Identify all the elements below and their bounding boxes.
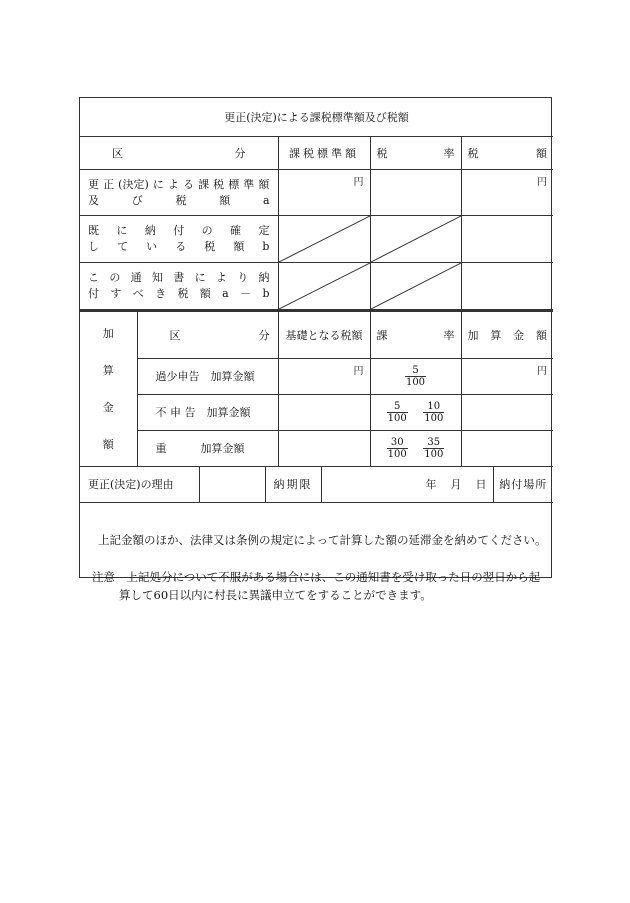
- label-glyph: 納: [144, 224, 156, 237]
- label-glyph: 更: [88, 177, 99, 191]
- header-kazei-hyojun: 課税標準額: [278, 137, 370, 170]
- kasan-row-kasho-label: 過少申告 加算金額: [137, 358, 278, 394]
- label-glyph: (決定): [118, 177, 149, 191]
- notice-text: 上記金額のほか、法律又は条例の規定によって計算した額の延滞金を納めてください。: [80, 503, 553, 578]
- rate-fraction: $\frac{35}{100}$: [424, 436, 444, 460]
- rate-fraction: $\frac{5}{100}$: [387, 400, 407, 424]
- label-glyph: 税: [213, 177, 225, 191]
- row2-zeiritsu-void: [370, 216, 461, 263]
- label-glyph: 既: [88, 224, 99, 237]
- row-nofu-label: [80, 263, 278, 310]
- header-kubun: 区 分: [80, 137, 278, 170]
- row1-zeigaku-value: 円: [461, 170, 553, 216]
- kasan-row-kasho-kiso: 円: [278, 358, 370, 394]
- caution-note: [92, 568, 562, 604]
- label-glyph: 税: [177, 287, 189, 300]
- label-glyph: て: [117, 240, 129, 253]
- label-glyph: い: [146, 240, 158, 253]
- deadline-label: 納期限: [265, 467, 321, 503]
- reason-label: 更正(決定)の理由: [80, 467, 199, 503]
- label-glyph: に: [152, 177, 164, 191]
- rate-fraction: $\frac{5}{100}$: [405, 364, 426, 388]
- rate-fraction: $\frac{10}{100}$: [424, 400, 444, 424]
- kasan-side-label: 加 算 金 額: [80, 311, 137, 466]
- form-title: 更正(決定)による課税標準額及び税額: [80, 98, 553, 137]
- label-glyph: の: [201, 224, 213, 237]
- label-glyph: 標: [228, 177, 240, 191]
- tax-amount-table: [80, 98, 553, 310]
- row2-zeigaku-value: [461, 216, 553, 263]
- label-glyph: 額: [199, 287, 211, 300]
- reason-table: [80, 467, 553, 578]
- caution-line-2: 算して60日以内に村長に異議申立てをすることができます。: [119, 588, 432, 602]
- label-glyph: よ: [215, 271, 227, 284]
- kasan-row-ju-kiso: [278, 430, 370, 466]
- label-glyph: る: [175, 240, 187, 253]
- label-glyph: び: [131, 193, 143, 207]
- kasan-row-ju-amount: [461, 430, 553, 466]
- label-glyph: き: [155, 287, 167, 300]
- label-glyph: 額: [233, 240, 245, 253]
- row1-zeiritsu-value: [370, 170, 461, 216]
- kasan-row-ju-rate: [370, 430, 461, 466]
- label-glyph: 付: [88, 287, 99, 300]
- kasan-row-fushinkoku-rate: [370, 394, 461, 430]
- label-glyph: り: [237, 271, 249, 284]
- rate-fraction: $\frac{30}{100}$: [387, 436, 407, 460]
- header-zeiritsu: 税 率: [370, 137, 461, 170]
- kasan-row-fushinkoku-label: 不 申 告 加算金額: [137, 394, 278, 430]
- kasan-header-ritsu: 課 率: [370, 311, 461, 358]
- row-kazei-hyojun-label: [80, 170, 278, 216]
- label-glyph: 課: [198, 177, 210, 191]
- row3-zeigaku-value: [461, 263, 553, 310]
- label-glyph: よ: [167, 177, 179, 191]
- kasan-header-kiso: 基礎となる税額: [278, 311, 370, 358]
- row1-kazei-hyojun-value: 円: [278, 170, 370, 216]
- label-glyph: 及: [88, 193, 99, 207]
- kasan-row-fushinkoku-kiso: [278, 394, 370, 430]
- label-glyph: －: [240, 287, 252, 300]
- row3-zeiritsu-void: [370, 263, 461, 310]
- kasan-header-kingaku: 加 算 金 額: [461, 311, 553, 358]
- deadline-date: 年 月 日: [321, 467, 493, 503]
- label-glyph: 正: [103, 177, 115, 191]
- label-glyph: 書: [173, 271, 185, 284]
- header-zeigaku: 税 額: [461, 137, 553, 170]
- label-glyph: 額: [258, 177, 270, 191]
- label-glyph: 通: [130, 271, 142, 284]
- caution-line-1: 注意 上記処分について不服がある場合には、この通知書を受け取った日の翌日から起: [92, 570, 541, 584]
- kasan-table: [80, 310, 553, 467]
- kasan-row-kasho-amount: 円: [461, 358, 553, 394]
- kasan-row-kasho-rate: [370, 358, 461, 394]
- kasan-row-ju-label: 重 加算金額: [137, 430, 278, 466]
- label-glyph: a: [222, 287, 229, 300]
- row2-kazei-hyojun-void: [278, 216, 370, 263]
- label-glyph: の: [109, 271, 121, 284]
- label-glyph: べ: [132, 287, 144, 300]
- label-glyph: 額: [219, 193, 231, 207]
- label-glyph: る: [182, 177, 194, 191]
- label-glyph: 知: [151, 271, 163, 284]
- label-glyph: に: [194, 271, 206, 284]
- row3-kazei-hyojun-void: [278, 263, 370, 310]
- label-glyph: す: [110, 287, 122, 300]
- label-glyph: 定: [258, 224, 270, 237]
- label-glyph: 確: [230, 224, 242, 237]
- label-glyph: 税: [204, 240, 216, 253]
- label-glyph: こ: [88, 271, 99, 284]
- label-glyph: 税: [175, 193, 187, 207]
- label-glyph: b: [262, 240, 270, 253]
- kasan-header-kubun: 区 分: [137, 311, 278, 358]
- label-glyph: b: [262, 287, 270, 300]
- tax-notice-form: [79, 97, 552, 578]
- label-glyph: し: [88, 240, 99, 253]
- label-glyph: 準: [243, 177, 255, 191]
- label-glyph: に: [116, 224, 128, 237]
- label-glyph: a: [262, 193, 270, 207]
- label-glyph: 納: [258, 271, 270, 284]
- label-glyph: 付: [173, 224, 185, 237]
- reason-value: [199, 467, 265, 503]
- row-kakutei-label: [80, 216, 278, 263]
- kasan-row-fushinkoku-amount: [461, 394, 553, 430]
- payplace-label: 納付場所: [493, 467, 553, 503]
